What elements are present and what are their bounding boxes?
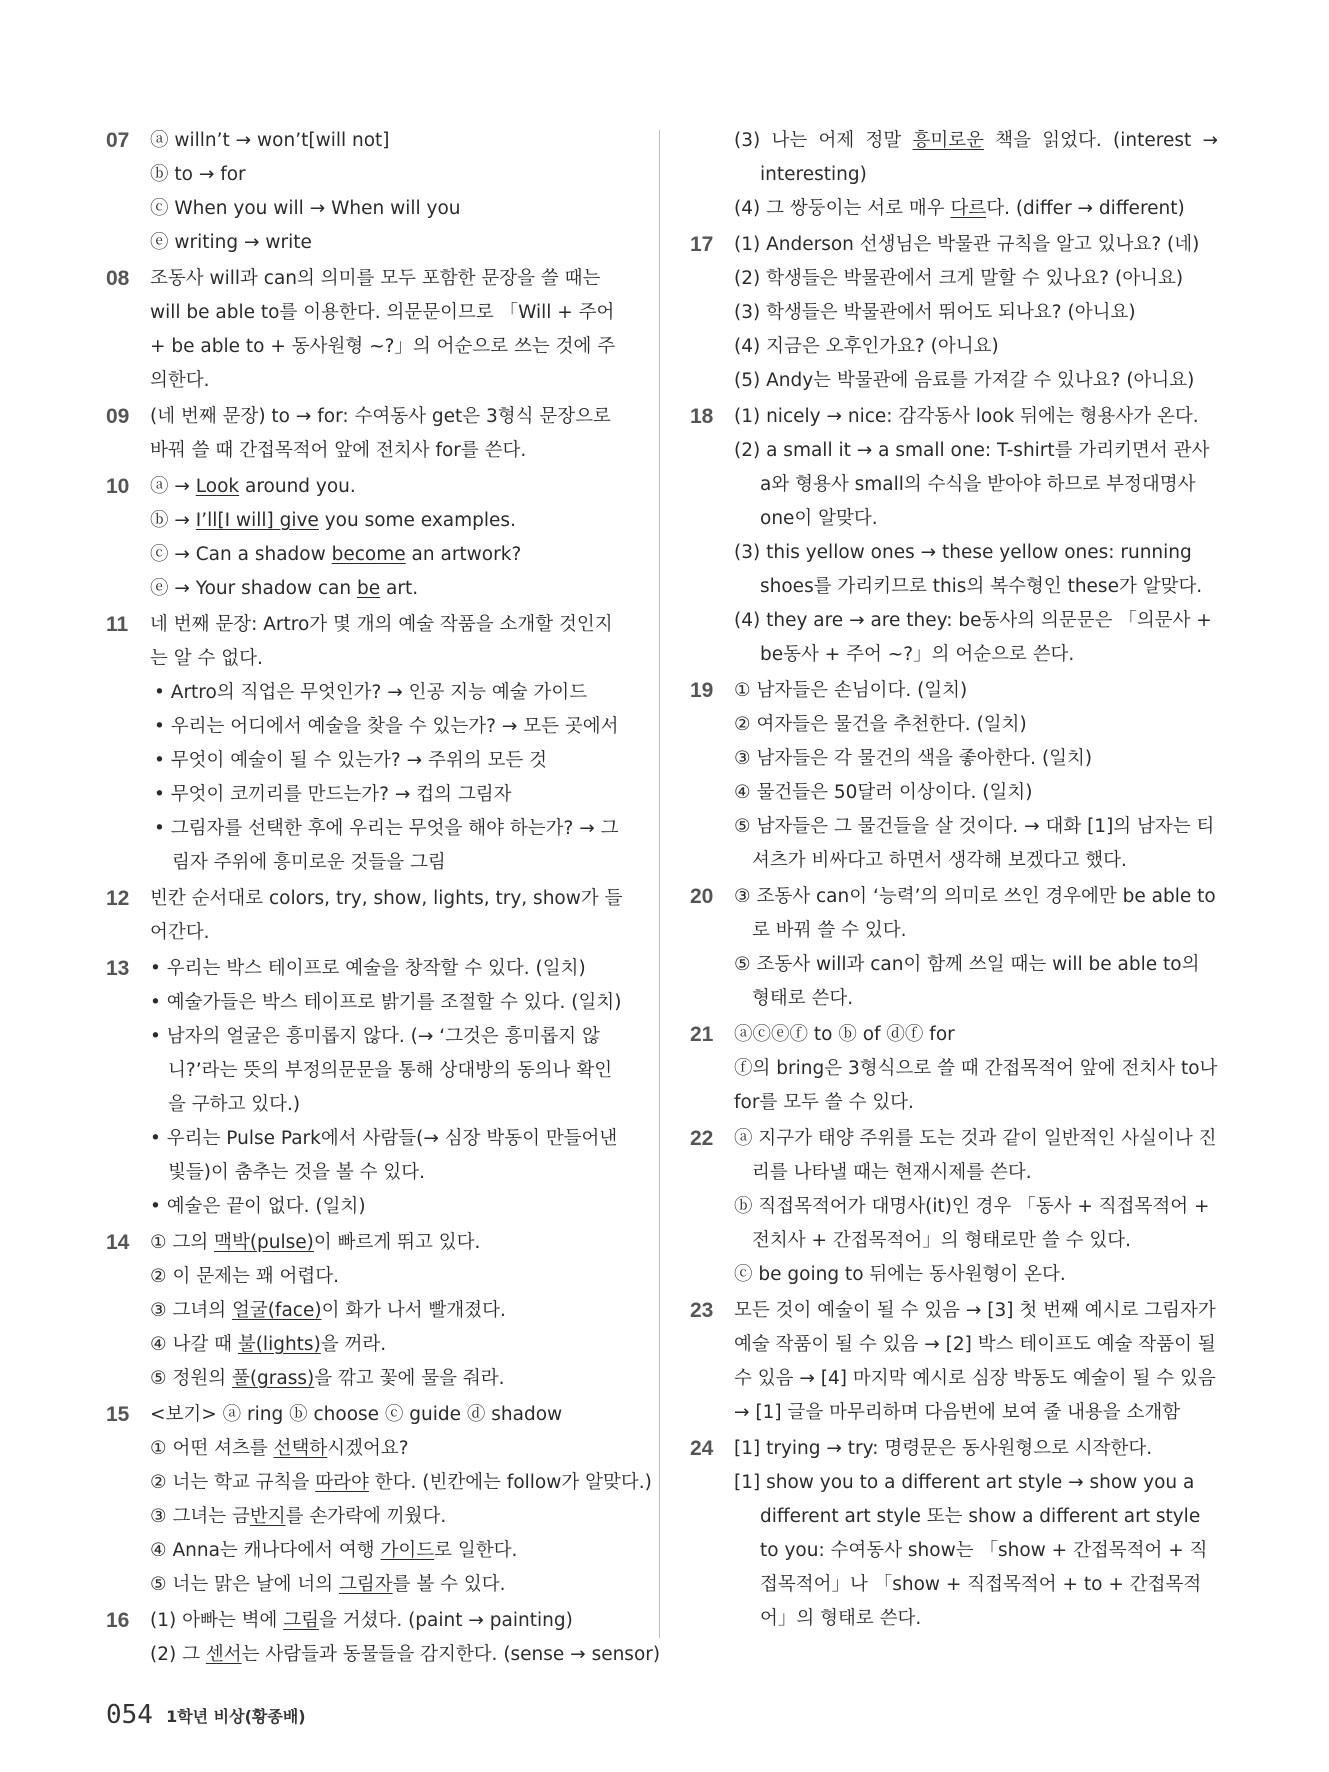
explanation: 조동사 will과 can의 의미를 모두 포함한 문장을 쓸 때는 will be able to를 이용한다. 의문문이므로 「Will + 주어 + be able to + 동사원형 ~?」의 어순으로 쓰는 것에 주의한다. xyxy=(150,268,616,391)
answer-line: ⓐ → Look around you. xyxy=(150,476,356,497)
question-number: 17 xyxy=(690,233,714,256)
answer-09 xyxy=(106,400,630,468)
answer-line: (4) 지금은 오후인가요? (아니요) xyxy=(734,336,999,357)
answer-line: ② 이 문제는 꽤 어렵다. xyxy=(150,1266,339,1287)
question-number: 22 xyxy=(690,1127,714,1150)
book-title: 1학년 비상(황종배) xyxy=(166,1706,306,1726)
explanation: 네 번째 문장: Artro가 몇 개의 예술 작품을 소개할 것인지는 알 수 없다. xyxy=(150,614,613,669)
answer-18 xyxy=(690,400,1218,672)
answer-19 xyxy=(690,674,1218,878)
answer-line: (5) Andy는 박물관에 음료를 가져갈 수 있나요? (아니요) xyxy=(734,370,1195,391)
answer-08 xyxy=(106,262,630,398)
answer-line: (2) 학생들은 박물관에서 크게 말할 수 있나요? (아니요) xyxy=(734,268,1184,289)
answer-line: ③ 남자들은 각 물건의 색을 좋아한다. (일치) xyxy=(734,748,1093,769)
explanation: 모든 것이 예술이 될 수 있음 → [3] 첫 번째 예시로 그림자가 예술 작품이 될 수 있음 → [2] 박스 테이프도 예술 작품이 될 수 있음 → [4] 마지막 예시로 심장 박동도 예술이 될 수 있음 → [1] 글을 마무리하며 다음번에 보여 줄 내용을 소개함 xyxy=(734,1300,1216,1423)
answer-line: ④ 나갈 때 불(lights)을 꺼라. xyxy=(150,1334,387,1355)
answer-line: (3) this yellow ones → these yellow ones: running shoes를 가리키므로 this의 복수형인 these가 알맞다. xyxy=(734,542,1203,597)
answer-17 xyxy=(690,228,1218,398)
answer-line: ⓐ 지구가 태양 주위를 도는 것과 같이 일반적인 사실이나 진리를 나타낼 때는 현재시제를 쓴다. xyxy=(734,1128,1217,1183)
answer-line: ③ 그녀의 얼굴(face)이 화가 나서 빨개졌다. xyxy=(150,1300,506,1321)
answer-line: ⑤ 정원의 풀(grass)을 깎고 꽃에 물을 줘라. xyxy=(150,1368,505,1389)
answer-24 xyxy=(690,1432,1218,1636)
answer-line: ⓐⓒⓔⓕ to ⓑ of ⓓⓕ for xyxy=(734,1024,955,1045)
answer-line: <보기> ⓐ ring ⓑ choose ⓒ guide ⓓ shadow xyxy=(150,1404,563,1425)
answer-21 xyxy=(690,1018,1218,1120)
bullet-item: • 그림자를 선택한 후에 우리는 무엇을 해야 하는가? → 그림자 주위에 흥미로운 것들을 그림 xyxy=(154,818,619,873)
question-number: 16 xyxy=(106,1609,130,1632)
bullet-item: • 남자의 얼굴은 흥미롭지 않다. (→ ‘그것은 흥미롭지 않니?’라는 뜻의 부정의문문을 통해 상대방의 동의나 확인을 구하고 있다.) xyxy=(150,1026,613,1115)
bullet-item: • 무엇이 코끼리를 만드는가? → 컵의 그림자 xyxy=(154,784,512,805)
page-footer xyxy=(106,1700,306,1730)
answer-12 xyxy=(106,882,630,950)
question-number: 13 xyxy=(106,957,130,980)
answer-line: ⓔ writing → write xyxy=(150,232,312,253)
answer-line: ② 여자들은 물건을 추천한다. (일치) xyxy=(734,714,1027,735)
question-number: 15 xyxy=(106,1403,130,1426)
answer-line: (4) they are → are they: be동사의 의문문은 「의문사 + be동사 + 주어 ~?」의 어순으로 쓴다. xyxy=(734,610,1212,665)
answer-line: (1) nicely → nice: 감각동사 look 뒤에는 형용사가 온다. xyxy=(734,406,1199,427)
question-number: 19 xyxy=(690,679,714,702)
bullet-item: • 우리는 박스 테이프로 예술을 창작할 수 있다. (일치) xyxy=(150,958,586,979)
explanation: (네 번째 문장) to → for: 수여동사 get은 3형식 문장으로 바꿔 쓸 때 간접목적어 앞에 전치사 for를 쓴다. xyxy=(150,406,611,461)
answer-13 xyxy=(106,952,630,1224)
column-divider xyxy=(659,130,660,1638)
question-number: 20 xyxy=(690,885,714,908)
answer-16 xyxy=(106,1604,661,1672)
answer-line: ⓒ When you will → When will you xyxy=(150,198,461,219)
answer-line: ⑤ 남자들은 그 물건들을 살 것이다. → 대화 [1]의 남자는 티셔츠가 비싸다고 하면서 생각해 보겠다고 했다. xyxy=(734,816,1215,871)
bullet-item: • 무엇이 예술이 될 수 있는가? → 주위의 모든 것 xyxy=(154,750,547,771)
answer-line: ⓐ willn’t → won’t[will not] xyxy=(150,130,390,151)
bullet-item: • 예술은 끝이 없다. (일치) xyxy=(150,1196,366,1217)
answer-line: ⑤ 너는 맑은 날에 너의 그림자를 볼 수 있다. xyxy=(150,1574,506,1595)
answer-line: (2) a small it → a small one: T-shirt를 가리키면서 관사 a와 형용사 small의 수식을 받아야 하므로 부정대명사 one이 알맞다. xyxy=(734,440,1210,529)
question-number: 09 xyxy=(106,405,130,428)
answer-line: ④ Anna는 캐나다에서 여행 가이드로 일한다. xyxy=(150,1540,518,1561)
answer-line: ① 그의 맥박(pulse)이 빠르게 뛰고 있다. xyxy=(150,1232,481,1253)
answer-line: (1) 아빠는 벽에 그림을 거셨다. (paint → painting) xyxy=(150,1610,573,1631)
answer-line: [1] trying → try: 명령문은 동사원형으로 시작한다. xyxy=(734,1438,1153,1459)
answer-line: ⑤ 조동사 will과 can이 함께 쓰일 때는 will be able to의 형태로 쓴다. xyxy=(734,954,1200,1009)
answer-line: ⓒ → Can a shadow become an artwork? xyxy=(150,544,522,565)
answer-22 xyxy=(690,1122,1218,1292)
answer-line: (2) 그 센서는 사람들과 동물들을 감지한다. (sense → sensor) xyxy=(150,1644,661,1665)
answer-20 xyxy=(690,880,1218,1016)
question-number: 23 xyxy=(690,1299,714,1322)
left-column xyxy=(106,124,661,1674)
answer-line: ④ 물건들은 50달러 이상이다. (일치) xyxy=(734,782,1033,803)
question-number: 12 xyxy=(106,887,130,910)
answer-line: (3) 나는 어제 정말 흥미로운 책을 읽었다. (interest → interesting) xyxy=(734,130,1218,185)
question-number: 24 xyxy=(690,1437,714,1460)
answer-10 xyxy=(106,470,630,606)
answer-15 xyxy=(106,1398,652,1602)
answer-14 xyxy=(106,1226,630,1396)
answer-line: ⓑ 직접목적어가 대명사(it)인 경우 「동사 + 직접목적어 + 전치사 + 간접목적어」의 형태로만 쓸 수 있다. xyxy=(734,1196,1210,1251)
answer-line: (3) 학생들은 박물관에서 뛰어도 되나요? (아니요) xyxy=(734,302,1136,323)
answer-line: ⓑ to → for xyxy=(150,164,246,185)
question-number: 08 xyxy=(106,267,130,290)
answer-line: ③ 조동사 can이 ‘능력’의 의미로 쓰인 경우에만 be able to로 바꿔 쓸 수 있다. xyxy=(734,886,1216,941)
right-column xyxy=(690,124,1218,1638)
answer-line: ① 어떤 셔츠를 선택하시겠어요? xyxy=(150,1438,409,1459)
answer-07 xyxy=(106,124,630,260)
question-number: 18 xyxy=(690,405,714,428)
answer-line: ⓔ → Your shadow can be art. xyxy=(150,578,419,599)
explanation: 빈칸 순서대로 colors, try, show, lights, try, show가 들어간다. xyxy=(150,888,623,943)
answer-line: ⓑ → I’ll[I will] give you some examples. xyxy=(150,510,516,531)
answer-line: [1] show you to a different art style → show you a different art style 또는 show a different art style to you: 수여동사 show는 「show + 간접목적어 + 직접목적어」나 「show + 직접목적어 + to + 간접목적어」의 형태로 쓴다. xyxy=(734,1472,1208,1629)
answer-16-continued xyxy=(690,124,1218,226)
answer-line: (1) Anderson 선생님은 박물관 규칙을 알고 있나요? (네) xyxy=(734,234,1200,255)
answer-line: ⓒ be going to 뒤에는 동사원형이 온다. xyxy=(734,1264,1066,1285)
question-number: 10 xyxy=(106,475,130,498)
bullet-item: • 우리는 어디에서 예술을 찾을 수 있는가? → 모든 곳에서 xyxy=(154,716,619,737)
explanation: ⓕ의 bring은 3형식으로 쓸 때 간접목적어 앞에 전치사 to나 for를 모두 쓸 수 있다. xyxy=(734,1058,1218,1113)
question-number: 11 xyxy=(106,613,129,636)
question-number: 07 xyxy=(106,129,130,152)
answer-line: (4) 그 쌍둥이는 서로 매우 다르다. (differ → different) xyxy=(734,198,1185,219)
answer-line: ② 너는 학교 규칙을 따라야 한다. (빈칸에는 follow가 알맞다.) xyxy=(150,1472,652,1493)
answer-line: ① 남자들은 손님이다. (일치) xyxy=(734,680,968,701)
answer-line: ③ 그녀는 금반지를 손가락에 끼웠다. xyxy=(150,1506,447,1527)
bullet-item: • Artro의 직업은 무엇인가? → 인공 지능 예술 가이드 xyxy=(154,682,588,703)
page-number: 054 xyxy=(106,1700,153,1730)
answer-23 xyxy=(690,1294,1218,1430)
bullet-item: • 예술가들은 박스 테이프로 밝기를 조절할 수 있다. (일치) xyxy=(150,992,622,1013)
answer-11 xyxy=(106,608,630,880)
question-number: 21 xyxy=(690,1023,714,1046)
question-number: 14 xyxy=(106,1231,130,1254)
bullet-item: • 우리는 Pulse Park에서 사람들(→ 심장 박동이 만들어낸 빛들)이 춤추는 것을 볼 수 있다. xyxy=(150,1128,618,1183)
